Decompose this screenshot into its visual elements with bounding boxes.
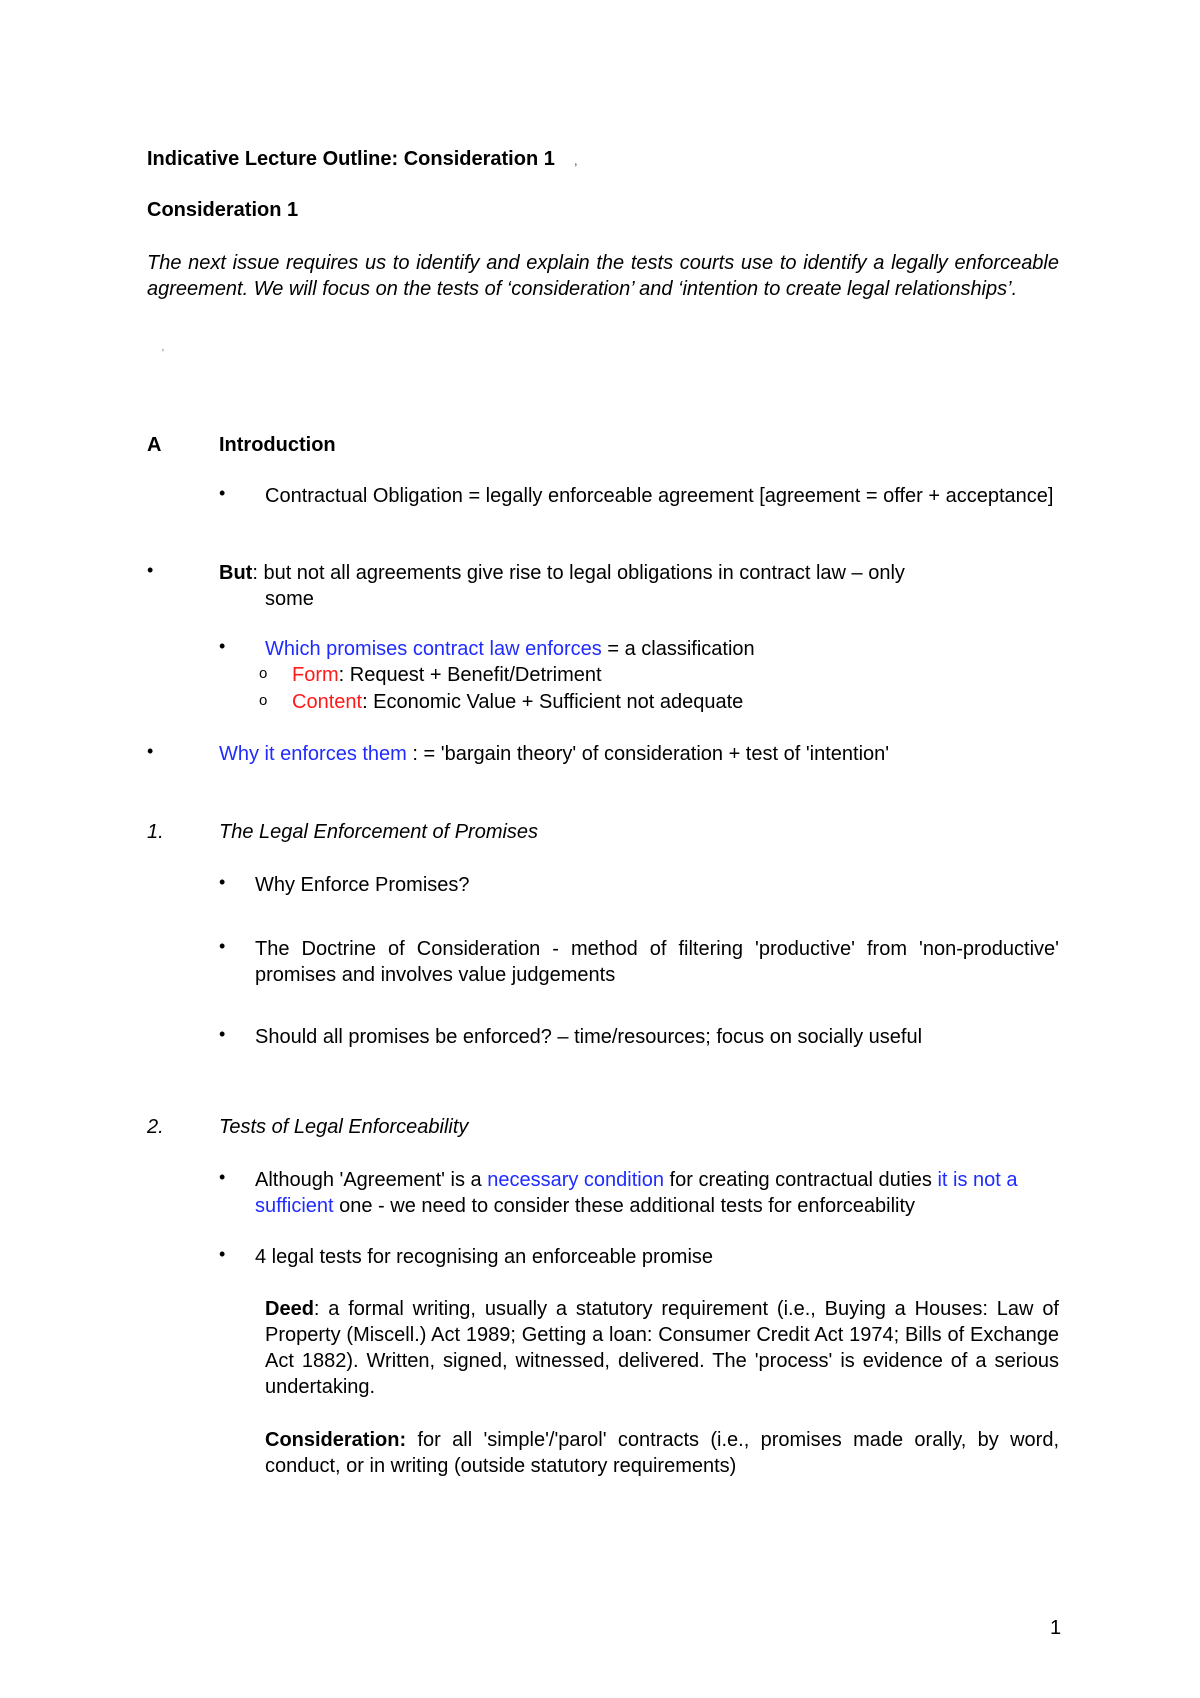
list-item-contractual: Contractual Obligation = legally enforceable agreement [agreement = offer + acceptance] xyxy=(265,485,1054,507)
list-item-why: Why it enforces them : = 'bargain theory' of consideration + test of 'intention' xyxy=(219,743,890,765)
doc-subtitle: Consideration 1 xyxy=(147,199,299,221)
section-a-letter: A xyxy=(147,434,162,456)
list-item: Should all promises be enforced? – time/resources; focus on socially useful xyxy=(255,1026,923,1048)
stray-mark: ' xyxy=(162,348,164,359)
section-1-title: The Legal Enforcement of Promises xyxy=(219,821,539,843)
sub-bullet-icon: o xyxy=(259,665,268,682)
sub-item-form: Form: Request + Benefit/Detriment xyxy=(292,664,602,686)
section-2-number: 2. xyxy=(147,1116,164,1138)
list-item-although: Although 'Agreement' is a necessary condition for creating contractual duties it is not a sufficient one - we need to consider these additional tests for enforceability xyxy=(255,1169,1018,1217)
list-item: 4 legal tests for recognising an enforceable promise xyxy=(255,1246,714,1268)
list-item-which: Which promises contract law enforces = a classification xyxy=(265,638,755,660)
bullet-icon: • xyxy=(147,560,154,580)
list-item-but: But: but not all agreements give rise to legal obligations in contract law – only xyxy=(219,562,905,584)
stray-mark: , xyxy=(574,157,578,168)
page-number: 1 xyxy=(1050,1617,1062,1639)
bullet-icon: • xyxy=(147,741,154,761)
consideration-paragraph: Consideration: for all 'simple'/'parol' contracts (i.e., promises made orally, by word, conduct, or in writing (outside statutory requirements) xyxy=(265,1429,1059,1477)
bullet-icon: • xyxy=(219,872,226,892)
section-2-title: Tests of Legal Enforceability xyxy=(219,1116,469,1138)
sub-item-content: Content: Economic Value + Sufficient not adequate xyxy=(292,691,744,713)
intro-paragraph: The next issue requires us to identify and explain the tests courts use to identify a legally enforceable agreement. We will focus on the tests of ‘consideration’ and ‘intention to create legal relationships’. xyxy=(147,252,1059,300)
doc-title: Indicative Lecture Outline: Consideration 1 , xyxy=(147,148,578,170)
sub-bullet-icon: o xyxy=(259,692,268,709)
section-a-title: Introduction xyxy=(219,434,336,456)
bullet-icon: • xyxy=(219,1244,226,1264)
section-1-number: 1. xyxy=(147,821,164,843)
list-item: Why Enforce Promises? xyxy=(255,874,470,896)
bullet-icon: • xyxy=(219,483,226,503)
deed-paragraph: Deed: a formal writing, usually a statutory requirement (i.e., Buying a Houses: Law of Property (Miscell.) Act 1989; Getting a loan: Consumer Credit Act 1974; Bills of Exchange Act 1882). Written, signed, witnessed, delivered. The 'process' is evidence of a serious undertaking. xyxy=(265,1298,1059,1398)
bullet-icon: • xyxy=(219,936,226,956)
bullet-icon: • xyxy=(219,1024,226,1044)
bullet-icon: • xyxy=(219,636,226,656)
list-item: The Doctrine of Consideration - method of filtering 'productive' from 'non-productive' promises and involves value judgements xyxy=(255,938,1059,986)
list-item-but-continuation: some xyxy=(265,588,314,610)
bullet-icon: • xyxy=(219,1167,226,1187)
